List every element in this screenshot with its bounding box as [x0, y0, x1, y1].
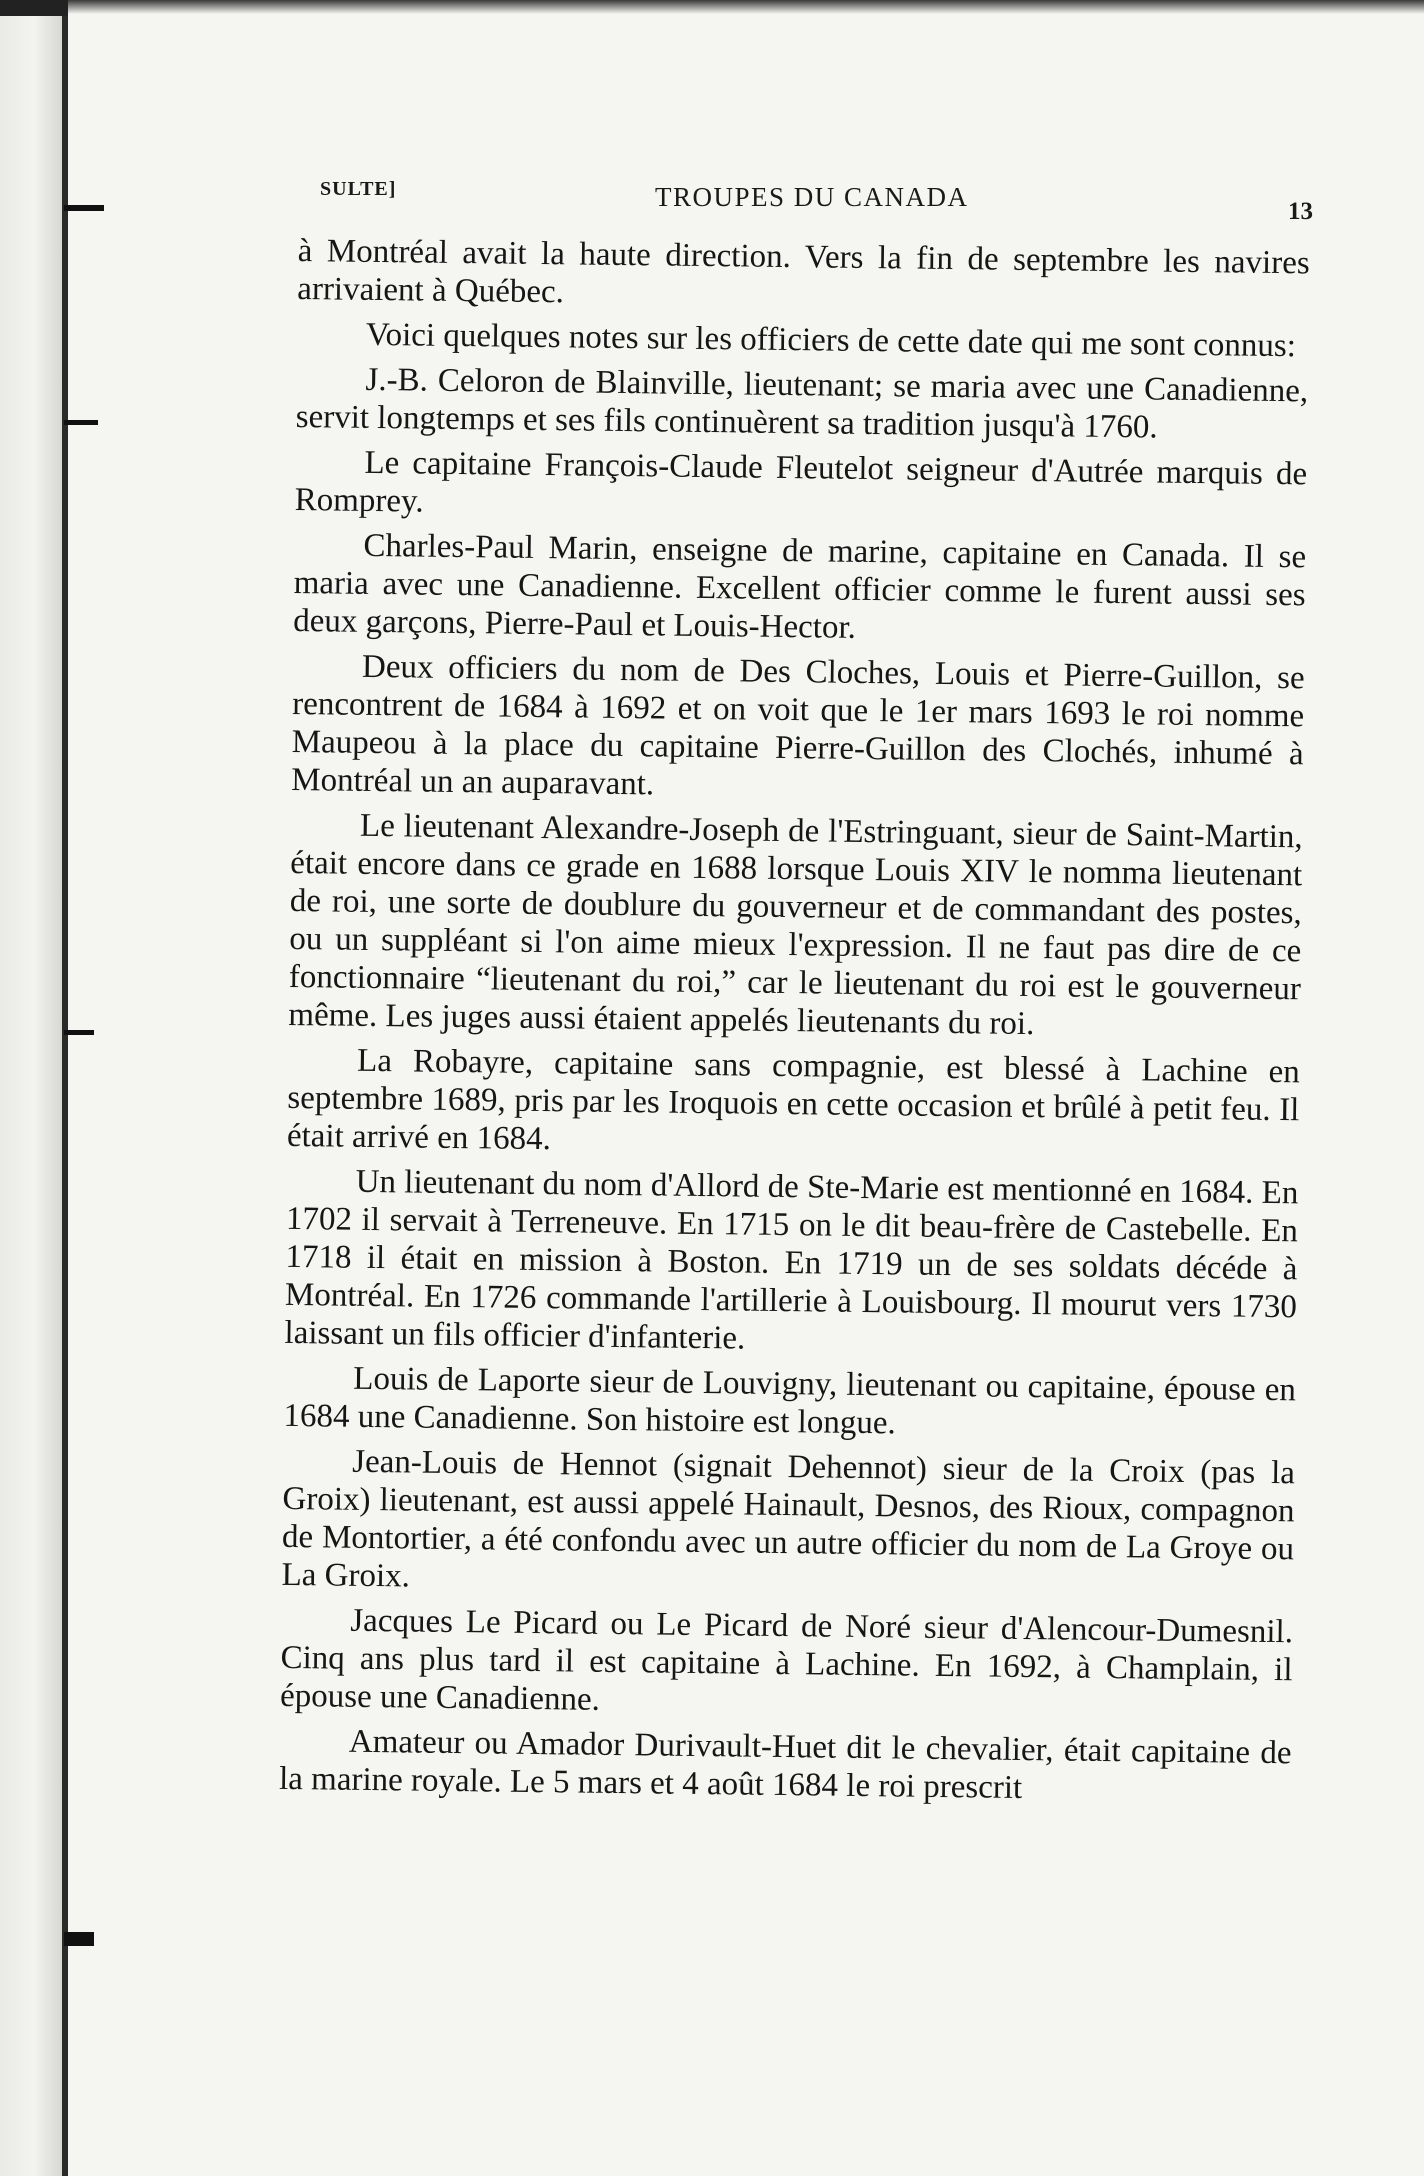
paragraph: Le lieutenant Alexandre-Joseph de l'Estringuant, sieur de Saint-Martin, était encore dans ce grade en 1688 lorsque Louis XIV le nomma lieutenant de roi, une sorte de doublure du gouverneur et de commandant des postes, ou un suppléant si l'on aime mieux l'expression. Il ne faut pas dire de ce fonctionnaire “lieutenant du roi,” car le lieutenant du roi est le gouverneur même. Les juges aussi étaient appelés lieutenants du roi. — [288, 807, 1303, 1043]
running-head-title: TROUPES DU CANADA — [655, 182, 969, 212]
paragraph: Un lieutenant du nom d'Allord de Ste-Marie est mentionné en 1684. En 1702 il servait à Terreneuve. En 1715 on le dit beau-frère de Castebelle. En 1718 il était en mission à Boston. En 1719 un de ses soldats décéde à Montréal. En 1726 commande l'artillerie à Louisbourg. Il mourut vers 1730 laissant un fils officier d'infanterie. — [284, 1163, 1299, 1357]
scan-mark — [0, 0, 68, 16]
paragraph: Louis de Laporte sieur de Louvigny, lieutenant ou capitaine, épouse en 1684 une Canadienne. Son histoire est longue. — [283, 1360, 1297, 1442]
running-head-author: SULTE] — [320, 178, 397, 200]
previous-page-edge — [0, 0, 62, 2176]
paragraph: à Montréal avait la haute direction. Vers la fin de septembre les navires arrivaient à Québec. — [297, 232, 1310, 311]
paragraph: La Robayre, capitaine sans compagnie, est blessé à Lachine en septembre 1689, pris par les Iroquois en cette occasion et brûlé à petit feu. Il était arrivé en 1684. — [286, 1042, 1301, 1158]
body-text — [279, 232, 1310, 1817]
paragraph: Jean-Louis de Hennot (signait Dehennot) sieur de la Croix (pas la Groix) lieutenant, est aussi appelé Hainault, Desnos, des Rioux, compagnon de Montortier, a été confondu avec un autre officier du nom de La Groye ou La Groix. — [281, 1443, 1296, 1595]
paragraph: Le capitaine François-Claude Fleutelot seigneur d'Autrée marquis de Romprey. — [294, 444, 1308, 520]
scan-mark — [64, 1030, 94, 1035]
scan-mark — [64, 420, 98, 425]
paragraph: Deux officiers du nom de Des Cloches, Louis et Pierre-Guillon, se rencontrent de 1684 à 1692 et on voit que le 1er mars 1693 le roi nomme Maupeou à la place du capitaine Pierre-Guillon des Clochés, inhumé à Montréal un an auparavant. — [291, 648, 1305, 803]
paragraph: J.-B. Celoron de Blainville, lieutenant; se maria avec une Canadienne, servit longtemps et ses fils continuèrent sa tradition jusqu'à 1760. — [295, 361, 1309, 446]
page-top-shadow — [68, 0, 1424, 14]
paragraph: Charles-Paul Marin, enseigne de marine, capitaine en Canada. Il se maria avec une Canadienne. Excellent officier comme le furent aussi ses deux garçons, Pierre-Paul et Louis-Hector. — [293, 527, 1307, 646]
page-number: 13 — [1288, 198, 1313, 225]
paragraph: Jacques Le Picard ou Le Picard de Noré sieur d'Alencour-Dumesnil. Cinq ans plus tard il est capitaine à Lachine. En 1692, à Champlain, il épouse une Canadienne. — [279, 1602, 1294, 1718]
page-header — [0, 178, 1424, 228]
scan-mark — [64, 1932, 94, 1946]
paragraph: Voici quelques notes sur les officiers de cette date qui me sont connus: — [365, 316, 1297, 365]
paragraph: Amateur ou Amador Durivault-Huet dit le chevalier, était capitaine de la marine royale. Le 5 mars et 4 août 1684 le roi prescrit — [278, 1723, 1292, 1806]
